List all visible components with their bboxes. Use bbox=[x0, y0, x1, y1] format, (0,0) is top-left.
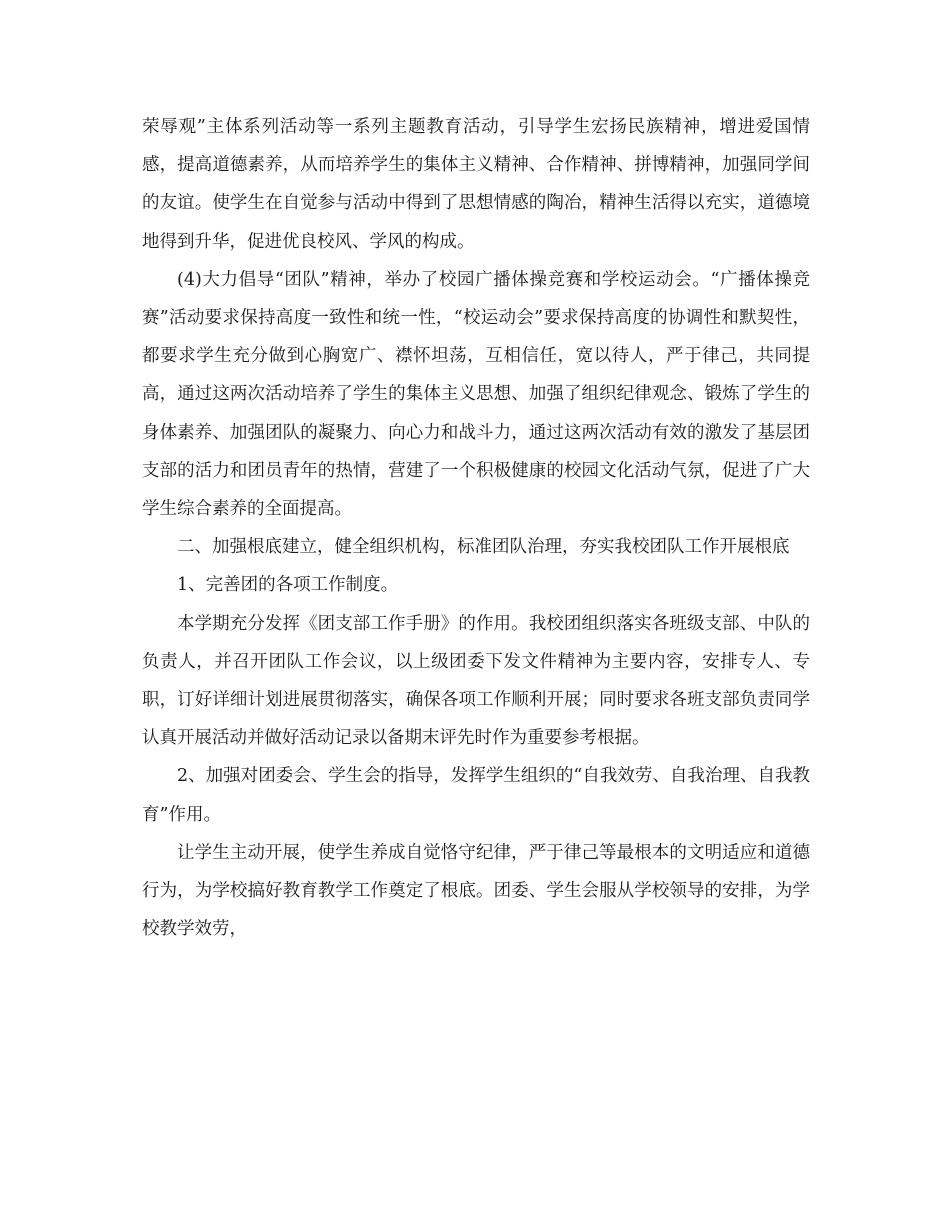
subheading-work-system: 1、完善团的各项工作制度。 bbox=[177, 575, 399, 596]
paragraph-team-spirit: (4)大力倡导“团队”精神，举办了校园广播体操竞赛和学校运动会。“广播体操竞赛”活动要求保持高度一致性和统一性，“校运动会”要求保持高度的协调性和默契性，都要求学生充分做到心胸宽广、襟怀坦荡，互相信任，宽以待人，严于律己，共同提高，通过这两次活动培养了学生的集体主义思想、加强了组织纪律观念、锻炼了学生的身体素养、加强团队的凝聚力、向心力和战斗力，通过这两次活动有效的激发了基层团支部的活力和团员青年的热情，营建了一个积极健康的校园文化活动气氛，促进了广大学生综合素养的全面提高。 bbox=[142, 269, 810, 520]
document-body bbox=[142, 108, 810, 948]
paragraph-student-initiative: 让学生主动开展，使学生养成自觉恪守纪律，严于律己等最根本的文明适应和道德行为，为学校搞好教育教学工作奠定了根底。团委、学生会服从学校领导的安排，为学校教学效劳， bbox=[142, 842, 810, 940]
subheading-student-union: 2、加强对团委会、学生会的指导，发挥学生组织的“自我效劳、自我治理、自我教育”作用。 bbox=[142, 766, 810, 825]
section-heading-foundation: 二、加强根底建立，健全组织机构，标准团队治理，夯实我校团队工作开展根底 bbox=[177, 537, 790, 558]
paragraph-continuation: 荣辱观”主体系列活动等一系列主题教育活动，引导学生宏扬民族精神，增进爱国情感，提高道德素养，从而培养学生的集体主义精神、合作精神、拼博精神，加强同学间的友谊。使学生在自觉参与活动中得到了思想情感的陶冶，精神生活得以充实，道德境地得到升华，促进优良校风、学风的构成。 bbox=[142, 117, 810, 252]
paragraph-work-handbook: 本学期充分发挥《团支部工作手册》的作用。我校团组织落实各班级支部、中队的负责人，并召开团队工作会议，以上级团委下发文件精神为主要内容，安排专人、专职，订好详细计划进展贯彻落实，确保各项工作顺利开展；同时要求各班支部负责同学认真开展活动并做好活动记录以备期末评先时作为重要参考根据。 bbox=[142, 613, 810, 749]
